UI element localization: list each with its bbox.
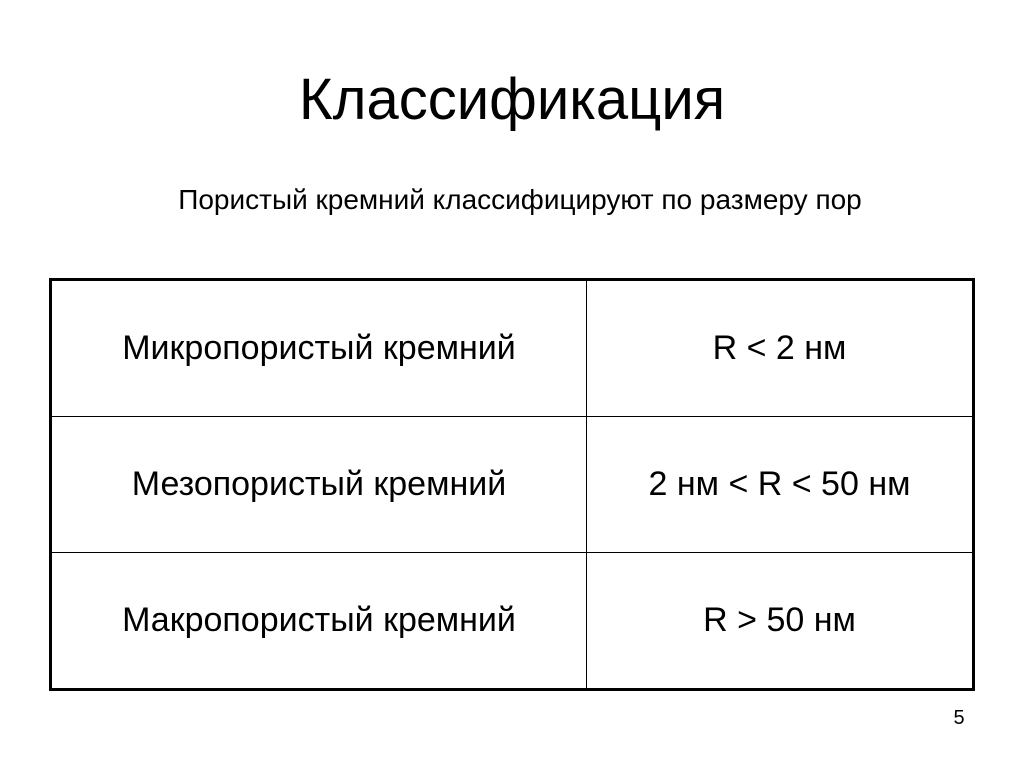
table-cell-name: Микропористый кремний	[51, 280, 587, 417]
table-cell-name: Мезопористый кремний	[51, 417, 587, 553]
table-row	[51, 417, 974, 553]
table-cell-name: Макропористый кремний	[51, 553, 587, 690]
slide-title: Классификация	[298, 67, 726, 132]
table-cell-range: 2 нм < R < 50 нм	[587, 417, 974, 553]
table-row	[51, 280, 974, 417]
classification-table	[49, 278, 975, 691]
table-cell-range: R > 50 нм	[587, 553, 974, 690]
table-row	[51, 553, 974, 690]
page-number: 5	[953, 707, 965, 729]
table-cell-range: R < 2 нм	[587, 280, 974, 417]
slide-subtitle: Пористый кремний классифицируют по размеру пор	[178, 184, 862, 215]
